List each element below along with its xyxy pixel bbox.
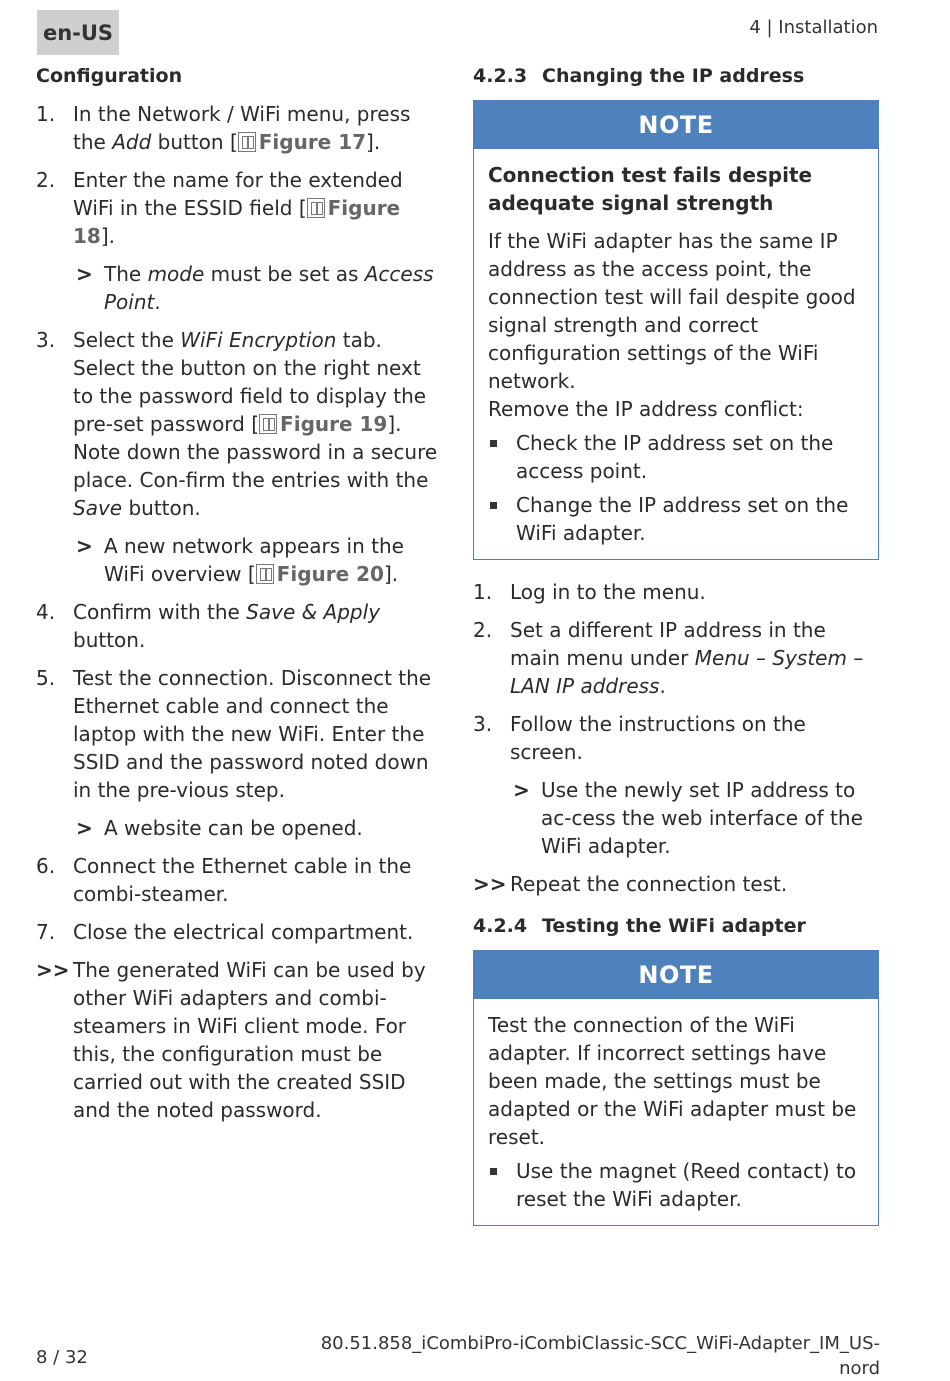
chapter-header: 4 | Installation [749, 17, 878, 38]
ip-result-3: > Use the newly set IP address to ac-cess the web interface of the WiFi adapter. [513, 778, 863, 858]
note-label: NOTE [474, 951, 878, 999]
note-paragraph: If the WiFi adapter has the same IP address as the access point, the connection test will fail despite good signal strength and correct configuration settings of the WiFi network. [488, 229, 856, 393]
note-bullet: Change the IP address set on the WiFi adapter. [488, 491, 864, 547]
figure-icon [256, 564, 274, 584]
note-paragraph: Remove the IP address conflict: [488, 397, 804, 421]
step-4: 4. Confirm with the Save & Apply button. [36, 600, 381, 652]
note-label: NOTE [474, 101, 878, 149]
step-5: 5. Test the connection. Disconnect the Ethernet cable and connect the laptop with the new WiFi. Enter the SSID and the password noted down in the pre-vious step. [36, 666, 432, 802]
ip-step-1: 1. Log in to the menu. [473, 580, 706, 604]
note-paragraph: Test the connection of the WiFi adapter. If incorrect settings have been made, the settings must be adapted or the WiFi adapter must be reset. [488, 1013, 857, 1149]
note-box-ip-conflict [473, 100, 879, 560]
step-2: 2. Enter the name for the extended WiFi in the ESSID field [ Figure 18]. [36, 168, 403, 248]
figure-20-link[interactable]: Figure 20 [276, 562, 384, 586]
right-column [473, 62, 879, 1244]
configuration-heading: Configuration [36, 65, 183, 87]
figure-17-link[interactable]: Figure 17 [258, 130, 367, 154]
note-subtitle: Connection test fails despite adequate signal strength [488, 163, 813, 215]
ip-final-result: >> Repeat the connection test. [473, 872, 788, 896]
note-bullet: Check the IP address set on the access point. [488, 429, 864, 485]
step-3: 3. Select the WiFi Encryption tab. Select the button on the right next to the password field to display the pre-set password [ Figure 19]. Note down the password in a secure place. Con-firm the entries with the Save button. [36, 328, 438, 520]
section-4-2-3-heading: 4.2.3 Changing the IP address [473, 65, 805, 87]
figure-18-link[interactable]: Figure 18 [73, 196, 401, 248]
page-number: 8 / 32 [36, 1347, 88, 1368]
document-id: 80.51.858_iCombiPro-iCombiClassic-SCC_WiFi-Adapter_IM_US-nord [320, 1333, 880, 1379]
figure-icon [238, 132, 256, 152]
figure-icon [307, 198, 325, 218]
result-2: > The mode must be set as Access Point. [76, 262, 434, 314]
result-3: > A new network appears in the WiFi overview [ Figure 20]. [76, 534, 404, 586]
final-result: >> The generated WiFi can be used by other WiFi adapters and combi-steamers in WiFi client mode. For this, the configuration must be carried out with the created SSID and the noted password. [36, 958, 426, 1122]
step-1: 1. In the Network / WiFi menu, press the Add button [ Figure 17]. [36, 102, 411, 154]
language-tag: en-US [37, 10, 119, 55]
section-4-2-4-heading: 4.2.4 Testing the WiFi adapter [473, 915, 806, 937]
note-bullet: Use the magnet (Reed contact) to reset the WiFi adapter. [488, 1157, 864, 1213]
figure-19-link[interactable]: Figure 19 [280, 412, 388, 436]
result-5: > A website can be opened. [76, 816, 363, 840]
bullet-square-icon [490, 502, 497, 509]
figure-icon [259, 414, 277, 434]
left-column [36, 62, 441, 1134]
step-7: 7. Close the electrical compartment. [36, 920, 414, 944]
note-box-testing [473, 950, 879, 1226]
bullet-square-icon [490, 440, 497, 447]
step-6: 6. Connect the Ethernet cable in the combi-steamer. [36, 854, 412, 906]
ip-step-3: 3. Follow the instructions on the screen. [473, 712, 806, 764]
ip-step-2: 2. Set a different IP address in the main menu under Menu – System – LAN IP address. [473, 618, 864, 698]
bullet-square-icon [490, 1168, 497, 1175]
